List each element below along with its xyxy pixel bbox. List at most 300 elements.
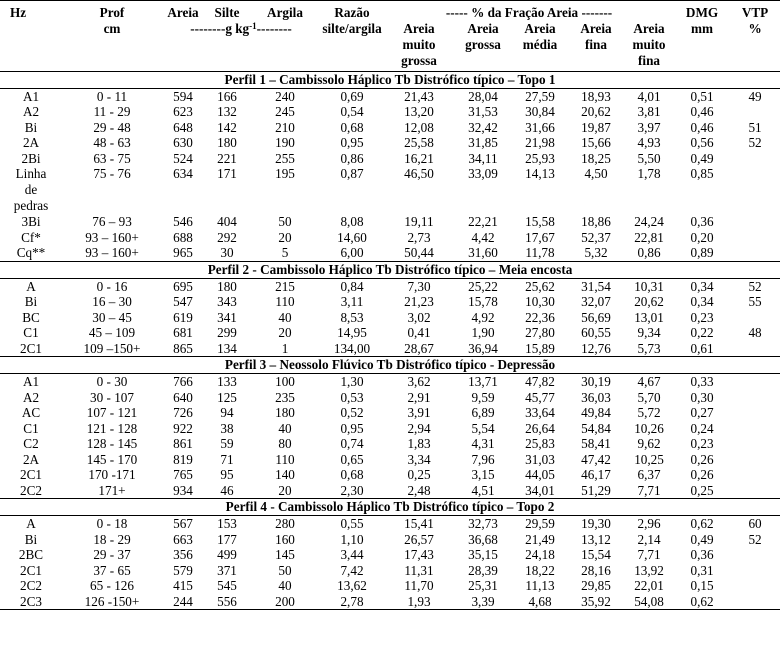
cell-areia-fina: 56,69 xyxy=(581,309,611,325)
cell-dmg: 0,27 xyxy=(690,405,714,420)
col-areia-header: Areia xyxy=(167,5,199,20)
cell-areia-muito-grossa: 50,44 xyxy=(404,245,434,260)
cell-dmg: 0,36 xyxy=(690,547,714,562)
cell-areia-muito-grossa: 1,83 xyxy=(407,436,431,451)
cell-areia-fina: 54,84 xyxy=(581,420,611,436)
amg-line-2: muito xyxy=(402,36,436,52)
cell-razao: 6,00 xyxy=(340,245,364,260)
cell-dmg: 0,36 xyxy=(690,214,714,229)
cell-areia-media: 10,30 xyxy=(525,294,555,309)
cell-areia-grossa: 13,71 xyxy=(468,374,498,389)
cell-areia-grossa: 32,42 xyxy=(468,119,498,135)
cell-areia: 861 xyxy=(173,436,193,451)
col-areia-muito-fina-header xyxy=(624,21,674,72)
amg-line-1: Areia xyxy=(403,20,435,36)
table-row xyxy=(0,467,780,483)
cell-dmg: 0,15 xyxy=(690,578,714,593)
cell-dmg: 0,26 xyxy=(690,467,714,482)
cell-prof: 126 -150+ xyxy=(62,594,162,610)
cell-areia-muito-fina: 0,86 xyxy=(637,245,661,260)
col-prof-unit: cm xyxy=(103,20,121,36)
amg-line-3: grossa xyxy=(401,52,437,68)
cell-areia-grossa: 28,04 xyxy=(468,88,498,104)
cell-argila: 40 xyxy=(278,420,292,436)
table-body xyxy=(0,71,780,610)
table-row xyxy=(0,405,780,421)
cell-areia-media: 26,64 xyxy=(525,420,555,436)
cell-argila: 1 xyxy=(281,340,289,356)
table-row xyxy=(0,104,780,120)
cell-dmg: 0,24 xyxy=(690,420,714,436)
cell-razao: 0,55 xyxy=(340,516,364,531)
col-razao-sub: silte/argila xyxy=(322,20,382,36)
cell-areia-muito-fina: 10,25 xyxy=(634,451,664,467)
am-line-1: Areia xyxy=(524,20,556,36)
cell-argila: 190 xyxy=(275,135,295,150)
cell-areia-muito-fina: 9,34 xyxy=(637,325,661,340)
granulometry-unit xyxy=(162,21,320,72)
cell-areia-grossa: 4,51 xyxy=(471,482,495,498)
cell-areia-media: 17,67 xyxy=(525,229,555,245)
cell-areia-grossa: 4,92 xyxy=(471,309,495,325)
table-header xyxy=(0,1,780,72)
granulometry-unit-text: --------g kg xyxy=(190,20,250,36)
cell-argila: 195 xyxy=(275,166,295,181)
cell-areia-media: 34,01 xyxy=(525,482,555,498)
section-header-row xyxy=(0,71,780,88)
table-row xyxy=(0,374,780,390)
cell-areia: 356 xyxy=(173,547,193,562)
cell-silte: 371 xyxy=(217,562,237,578)
cell-hz: BC xyxy=(22,309,40,325)
table-row xyxy=(0,421,780,437)
cell-vtp: 48 xyxy=(748,325,762,340)
cell-areia-muito-grossa: 3,34 xyxy=(407,451,431,467)
cell-areia-fina: 32,07 xyxy=(581,294,611,309)
cell-argila: 240 xyxy=(275,88,295,104)
cell-hz: A xyxy=(26,278,36,294)
cell-vtp xyxy=(730,104,780,120)
table-row xyxy=(0,516,780,532)
cell-areia-muito-grossa: 21,23 xyxy=(404,294,434,309)
cell-prof: 0 - 18 xyxy=(96,516,128,531)
cell-silte: 46 xyxy=(220,482,234,498)
cell-areia-grossa: 4,31 xyxy=(471,436,495,451)
table-row xyxy=(0,341,780,357)
cell-argila: 110 xyxy=(275,451,295,467)
cell-areia-muito-grossa: 0,41 xyxy=(407,325,431,340)
cell-areia: 579 xyxy=(173,562,193,578)
col-areia-grossa-header xyxy=(454,21,512,72)
cell-vtp xyxy=(730,341,780,357)
cell-areia-media: 14,13 xyxy=(525,166,555,181)
section-header-row xyxy=(0,499,780,516)
cell-areia-muito-grossa: 21,43 xyxy=(404,88,434,104)
cell-razao: 3,11 xyxy=(340,294,364,309)
table-row xyxy=(0,151,780,167)
cell-areia: 934 xyxy=(173,482,193,498)
cell-areia-grossa: 32,73 xyxy=(468,516,498,531)
cell-dmg: 0,62 xyxy=(674,594,730,610)
cell-silte: 545 xyxy=(217,578,237,593)
cell-prof: 16 – 30 xyxy=(92,294,132,309)
cell-razao: 0,74 xyxy=(340,436,364,451)
cell-vtp xyxy=(730,594,780,610)
cell-argila: 40 xyxy=(278,578,292,593)
cell-areia-fina: 31,54 xyxy=(581,278,611,294)
cell-prof: 107 - 121 xyxy=(86,405,138,420)
cell-areia: 965 xyxy=(173,245,193,260)
cell-areia-grossa: 5,54 xyxy=(471,420,495,436)
cell-razao: 2,78 xyxy=(320,594,384,610)
cell-vtp xyxy=(730,483,780,499)
granulometry-unit-exponent: -1 xyxy=(249,20,257,31)
cell-areia-muito-grossa: 2,73 xyxy=(407,229,431,245)
cell-areia-grossa: 3,39 xyxy=(454,594,512,610)
cell-hz: Bi xyxy=(24,294,38,309)
cell-areia: 766 xyxy=(173,374,193,389)
cell-areia-fina: 49,84 xyxy=(581,405,611,420)
cell-areia-media: 25,83 xyxy=(525,436,555,451)
cell-areia-muito-grossa: 11,31 xyxy=(404,562,434,578)
cell-areia-muito-grossa: 28,67 xyxy=(404,340,434,356)
cell-silte: 341 xyxy=(217,309,237,325)
cell-hz: Bi xyxy=(24,531,38,547)
cell-silte: 134 xyxy=(217,340,237,356)
cell-prof: 128 - 145 xyxy=(86,436,138,451)
cell-dmg: 0,30 xyxy=(690,389,714,405)
cell-areia-muito-fina: 22,01 xyxy=(634,578,664,593)
cell-areia-muito-fina: 10,26 xyxy=(634,420,664,436)
col-dmg-unit: mm xyxy=(691,20,714,36)
cell-areia-media: 33,64 xyxy=(525,405,555,420)
table-row xyxy=(0,245,780,261)
col-argila-header: Argila xyxy=(267,5,303,20)
cell-razao: 0,69 xyxy=(340,88,364,104)
cell-areia-grossa: 1,90 xyxy=(471,325,495,340)
cell-areia-grossa: 25,22 xyxy=(468,278,498,294)
cell-razao: 0,95 xyxy=(340,135,364,150)
cell-prof: 18 - 29 xyxy=(93,531,131,547)
cell-areia-fina: 20,62 xyxy=(581,104,611,119)
cell-argila: 50 xyxy=(278,562,292,578)
cell-razao: 1,10 xyxy=(340,531,364,547)
cell-areia-grossa: 31,60 xyxy=(468,245,498,260)
cell-hz: 2A xyxy=(22,451,40,467)
cell-silte: 177 xyxy=(217,531,237,547)
cell-areia-media: 11,13 xyxy=(525,578,555,593)
cell-areia-muito-grossa: 3,02 xyxy=(407,309,431,325)
cell-razao: 0,68 xyxy=(340,119,364,135)
cell-areia-fina: 29,85 xyxy=(581,578,611,593)
cell-dmg: 0,34 xyxy=(690,294,714,309)
cell-hz: A xyxy=(26,516,36,531)
cell-areia-media: 30,84 xyxy=(525,104,555,119)
cell-silte: 180 xyxy=(217,278,237,294)
cell-areia-muito-grossa: 0,25 xyxy=(407,467,431,482)
cell-dmg: 0,46 xyxy=(690,104,714,119)
cell-areia-fina: 18,86 xyxy=(581,214,611,229)
cell-vtp xyxy=(730,390,780,406)
cell-areia-muito-fina: 2,96 xyxy=(637,516,661,531)
cell-areia: 567 xyxy=(173,516,193,531)
cell-hz: 2C3 xyxy=(0,594,62,610)
cell-areia-muito-fina: 24,24 xyxy=(634,214,664,229)
cell-vtp: 55 xyxy=(748,294,762,309)
cell-silte: 153 xyxy=(217,516,237,531)
cell-dmg: 0,49 xyxy=(690,150,714,166)
am-line-2: média xyxy=(522,36,558,52)
granulometry-unit-tail: -------- xyxy=(256,20,292,36)
cell-hz: 2C2 xyxy=(20,482,42,498)
cell-areia-fina: 15,66 xyxy=(581,135,611,150)
section-title: Perfil 2 - Cambissolo Háplico Tb Distrófico típico – Meia encosta xyxy=(0,261,780,278)
cell-argila: 255 xyxy=(275,150,295,166)
cell-dmg: 0,49 xyxy=(690,531,714,547)
section-header-row xyxy=(0,261,780,278)
cell-prof: 109 –150+ xyxy=(83,340,141,356)
cell-silte: 171 xyxy=(217,166,237,181)
cell-silte: 142 xyxy=(217,119,237,135)
cell-prof: 121 - 128 xyxy=(86,420,138,436)
cell-argila: 110 xyxy=(275,294,295,309)
cell-areia: 640 xyxy=(173,389,193,405)
cell-vtp xyxy=(730,547,780,563)
cell-areia-media: 47,82 xyxy=(525,374,555,389)
cell-silte: 133 xyxy=(217,374,237,389)
cell-razao: 8,53 xyxy=(340,309,364,325)
cell-prof: 93 – 160+ xyxy=(85,229,139,245)
cell-areia-muito-grossa: 7,30 xyxy=(407,278,431,294)
col-vtp-unit: % xyxy=(748,20,762,36)
col-silte-header: Silte xyxy=(214,5,240,20)
cell-silte: 30 xyxy=(220,245,234,260)
cell-areia: 630 xyxy=(173,135,193,150)
af-line-2: fina xyxy=(585,36,607,52)
cell-dmg: 0,20 xyxy=(690,229,714,245)
table-row xyxy=(0,578,780,594)
cell-areia-grossa: 36,94 xyxy=(468,340,498,356)
cell-areia-media: 22,36 xyxy=(525,309,555,325)
cell-areia: 634 xyxy=(173,166,193,181)
cell-dmg: 0,33 xyxy=(690,374,714,389)
cell-areia-muito-grossa: 19,11 xyxy=(404,214,434,229)
cell-dmg: 0,23 xyxy=(690,436,714,451)
section-title: Perfil 4 - Cambissolo Háplico Tb Distrófico típico – Topo 2 xyxy=(0,499,780,516)
cell-areia-muito-grossa: 2,94 xyxy=(407,420,431,436)
cell-areia-muito-grossa: 1,93 xyxy=(384,594,454,610)
cell-areia-grossa: 31,85 xyxy=(468,135,498,150)
col-areia-fina-header xyxy=(568,21,624,72)
cell-areia-muito-grossa: 3,91 xyxy=(407,405,431,420)
cell-areia-muito-grossa: 17,43 xyxy=(404,547,434,562)
cell-silte: 292 xyxy=(217,229,237,245)
cell-areia-media: 24,18 xyxy=(525,547,555,562)
cell-dmg: 0,34 xyxy=(690,278,714,294)
cell-areia-media: 45,77 xyxy=(525,389,555,405)
cell-argila: 20 xyxy=(278,229,292,245)
cell-argila: 20 xyxy=(278,325,292,340)
cell-areia-muito-fina: 1,78 xyxy=(637,166,661,181)
cell-argila: 140 xyxy=(275,467,295,482)
af-line-1: Areia xyxy=(580,20,612,36)
cell-areia-media: 18,22 xyxy=(525,562,555,578)
cell-hz: C1 xyxy=(23,325,39,340)
cell-razao: 2,30 xyxy=(340,482,364,498)
cell-hz: Cf* xyxy=(21,229,41,245)
cell-areia-fina: 47,42 xyxy=(581,451,611,467)
cell-hz: A1 xyxy=(22,88,40,104)
cell-areia-muito-fina: 7,71 xyxy=(637,547,661,562)
col-vtp-header: VTP xyxy=(741,5,769,20)
cell-argila: 160 xyxy=(275,531,295,547)
fracao-areia-header: ----- % da Fração Areia ------- xyxy=(445,5,613,20)
cell-razao: 8,08 xyxy=(340,214,364,229)
ag-line-2: grossa xyxy=(465,36,501,52)
cell-dmg: 0,51 xyxy=(690,88,714,104)
cell-areia-muito-grossa: 13,20 xyxy=(404,104,434,119)
cell-razao: 7,42 xyxy=(340,562,364,578)
cell-areia-grossa: 28,39 xyxy=(468,562,498,578)
cell-areia-media: 25,62 xyxy=(525,278,555,294)
cell-razao: 14,95 xyxy=(337,325,367,340)
cell-prof: 76 – 93 xyxy=(92,214,132,229)
cell-areia-muito-fina: 5,72 xyxy=(637,405,661,420)
cell-areia-media: 4,68 xyxy=(512,594,568,610)
table-row xyxy=(0,166,780,214)
cell-areia-muito-fina: 13,92 xyxy=(634,562,664,578)
cell-areia-grossa: 31,53 xyxy=(468,104,498,119)
cell-prof: 29 - 37 xyxy=(93,547,131,562)
cell-areia: 695 xyxy=(173,278,193,294)
cell-prof: 30 - 107 xyxy=(90,389,134,405)
cell-areia-grossa: 33,09 xyxy=(468,166,498,181)
cell-hz: 3Bi xyxy=(21,214,41,229)
cell-areia-grossa: 4,42 xyxy=(471,229,495,245)
table-row xyxy=(0,452,780,468)
cell-dmg: 0,26 xyxy=(690,451,714,467)
table-row xyxy=(0,294,780,310)
cell-areia-media: 15,58 xyxy=(525,214,555,229)
cell-hz: A2 xyxy=(22,389,40,405)
cell-areia-muito-fina: 6,37 xyxy=(637,467,661,482)
cell-hz: 2C1 xyxy=(20,467,42,482)
cell-dmg: 0,85 xyxy=(690,166,714,181)
cell-razao: 0,86 xyxy=(340,150,364,166)
cell-vtp xyxy=(730,563,780,579)
cell-areia: 546 xyxy=(173,214,193,229)
cell-hz: Linha de pedras xyxy=(13,166,49,213)
cell-silte: 221 xyxy=(217,150,237,166)
cell-areia: 726 xyxy=(173,405,193,420)
cell-areia-media: 15,89 xyxy=(525,340,555,356)
cell-areia: 547 xyxy=(173,294,193,309)
cell-areia-fina: 35,92 xyxy=(568,594,624,610)
cell-areia-media: 11,78 xyxy=(525,245,555,260)
cell-areia: 594 xyxy=(173,88,193,104)
cell-prof: 75 - 76 xyxy=(93,166,131,181)
cell-areia-muito-fina: 4,01 xyxy=(637,88,661,104)
cell-areia: 681 xyxy=(173,325,193,340)
cell-razao: 0,52 xyxy=(340,405,364,420)
col-hz-header: Hz xyxy=(10,5,27,20)
cell-areia-fina: 18,93 xyxy=(581,88,611,104)
cell-hz: A1 xyxy=(22,374,40,389)
cell-areia-fina: 51,29 xyxy=(581,482,611,498)
table-row xyxy=(0,594,780,610)
cell-areia: 524 xyxy=(173,150,193,166)
cell-areia: 819 xyxy=(173,451,193,467)
cell-silte: 180 xyxy=(217,135,237,150)
cell-dmg: 0,23 xyxy=(690,309,714,325)
cell-areia-grossa: 7,96 xyxy=(471,451,495,467)
cell-vtp: 51 xyxy=(748,119,762,135)
cell-prof: 145 - 170 xyxy=(86,451,138,467)
cell-areia-muito-grossa: 26,57 xyxy=(404,531,434,547)
cell-areia-fina: 60,55 xyxy=(581,325,611,340)
cell-vtp xyxy=(730,310,780,326)
cell-areia-muito-grossa: 11,70 xyxy=(404,578,434,593)
table-row xyxy=(0,135,780,151)
cell-areia-media: 27,59 xyxy=(525,88,555,104)
cell-areia-media: 21,49 xyxy=(525,531,555,547)
cell-areia: 765 xyxy=(173,467,193,482)
cell-areia-fina: 46,17 xyxy=(581,467,611,482)
table-row xyxy=(0,310,780,326)
cell-areia-media: 31,66 xyxy=(525,119,555,135)
cell-hz: 2A xyxy=(22,135,40,150)
section-title: Perfil 1 – Cambissolo Háplico Tb Distrófico típico – Topo 1 xyxy=(0,71,780,88)
cell-prof: 45 – 109 xyxy=(88,325,136,340)
cell-vtp xyxy=(730,151,780,167)
cell-areia-muito-fina: 2,14 xyxy=(637,531,661,547)
cell-areia-media: 31,03 xyxy=(525,451,555,467)
cell-areia: 244 xyxy=(162,594,204,610)
cell-silte: 343 xyxy=(217,294,237,309)
cell-areia-media: 21,98 xyxy=(525,135,555,150)
cell-razao: 0,65 xyxy=(340,451,364,467)
cell-argila: 235 xyxy=(275,389,295,405)
cell-areia-muito-grossa: 25,58 xyxy=(404,135,434,150)
section-title: Perfil 3 – Neossolo Flúvico Tb Distrófico típico - Depressão xyxy=(0,357,780,374)
cell-vtp: 49 xyxy=(748,88,762,104)
cell-silte: 556 xyxy=(204,594,250,610)
cell-areia-muito-fina: 4,67 xyxy=(637,374,661,389)
cell-hz: 2Bi xyxy=(21,150,41,166)
cell-prof: 65 - 126 xyxy=(90,578,134,593)
cell-areia-fina: 19,87 xyxy=(581,119,611,135)
cell-argila: 145 xyxy=(275,547,295,562)
cell-areia-muito-grossa: 46,50 xyxy=(404,166,434,181)
cell-hz: 2C2 xyxy=(20,578,42,593)
cell-vtp xyxy=(730,421,780,437)
cell-vtp: 52 xyxy=(748,531,762,547)
cell-vtp: 52 xyxy=(748,278,762,294)
cell-dmg: 0,89 xyxy=(690,245,714,260)
cell-argila: 80 xyxy=(278,436,292,451)
cell-silte: 166 xyxy=(217,88,237,104)
cell-silte: 132 xyxy=(217,104,237,119)
table-row xyxy=(0,325,780,341)
cell-areia-media: 25,93 xyxy=(525,150,555,166)
cell-vtp xyxy=(730,436,780,452)
cell-vtp xyxy=(730,405,780,421)
cell-vtp: 60 xyxy=(748,516,762,531)
cell-prof: 0 - 16 xyxy=(96,278,128,294)
table-row xyxy=(0,120,780,136)
amf-line-3: fina xyxy=(638,52,661,68)
cell-razao: 0,68 xyxy=(340,467,364,482)
